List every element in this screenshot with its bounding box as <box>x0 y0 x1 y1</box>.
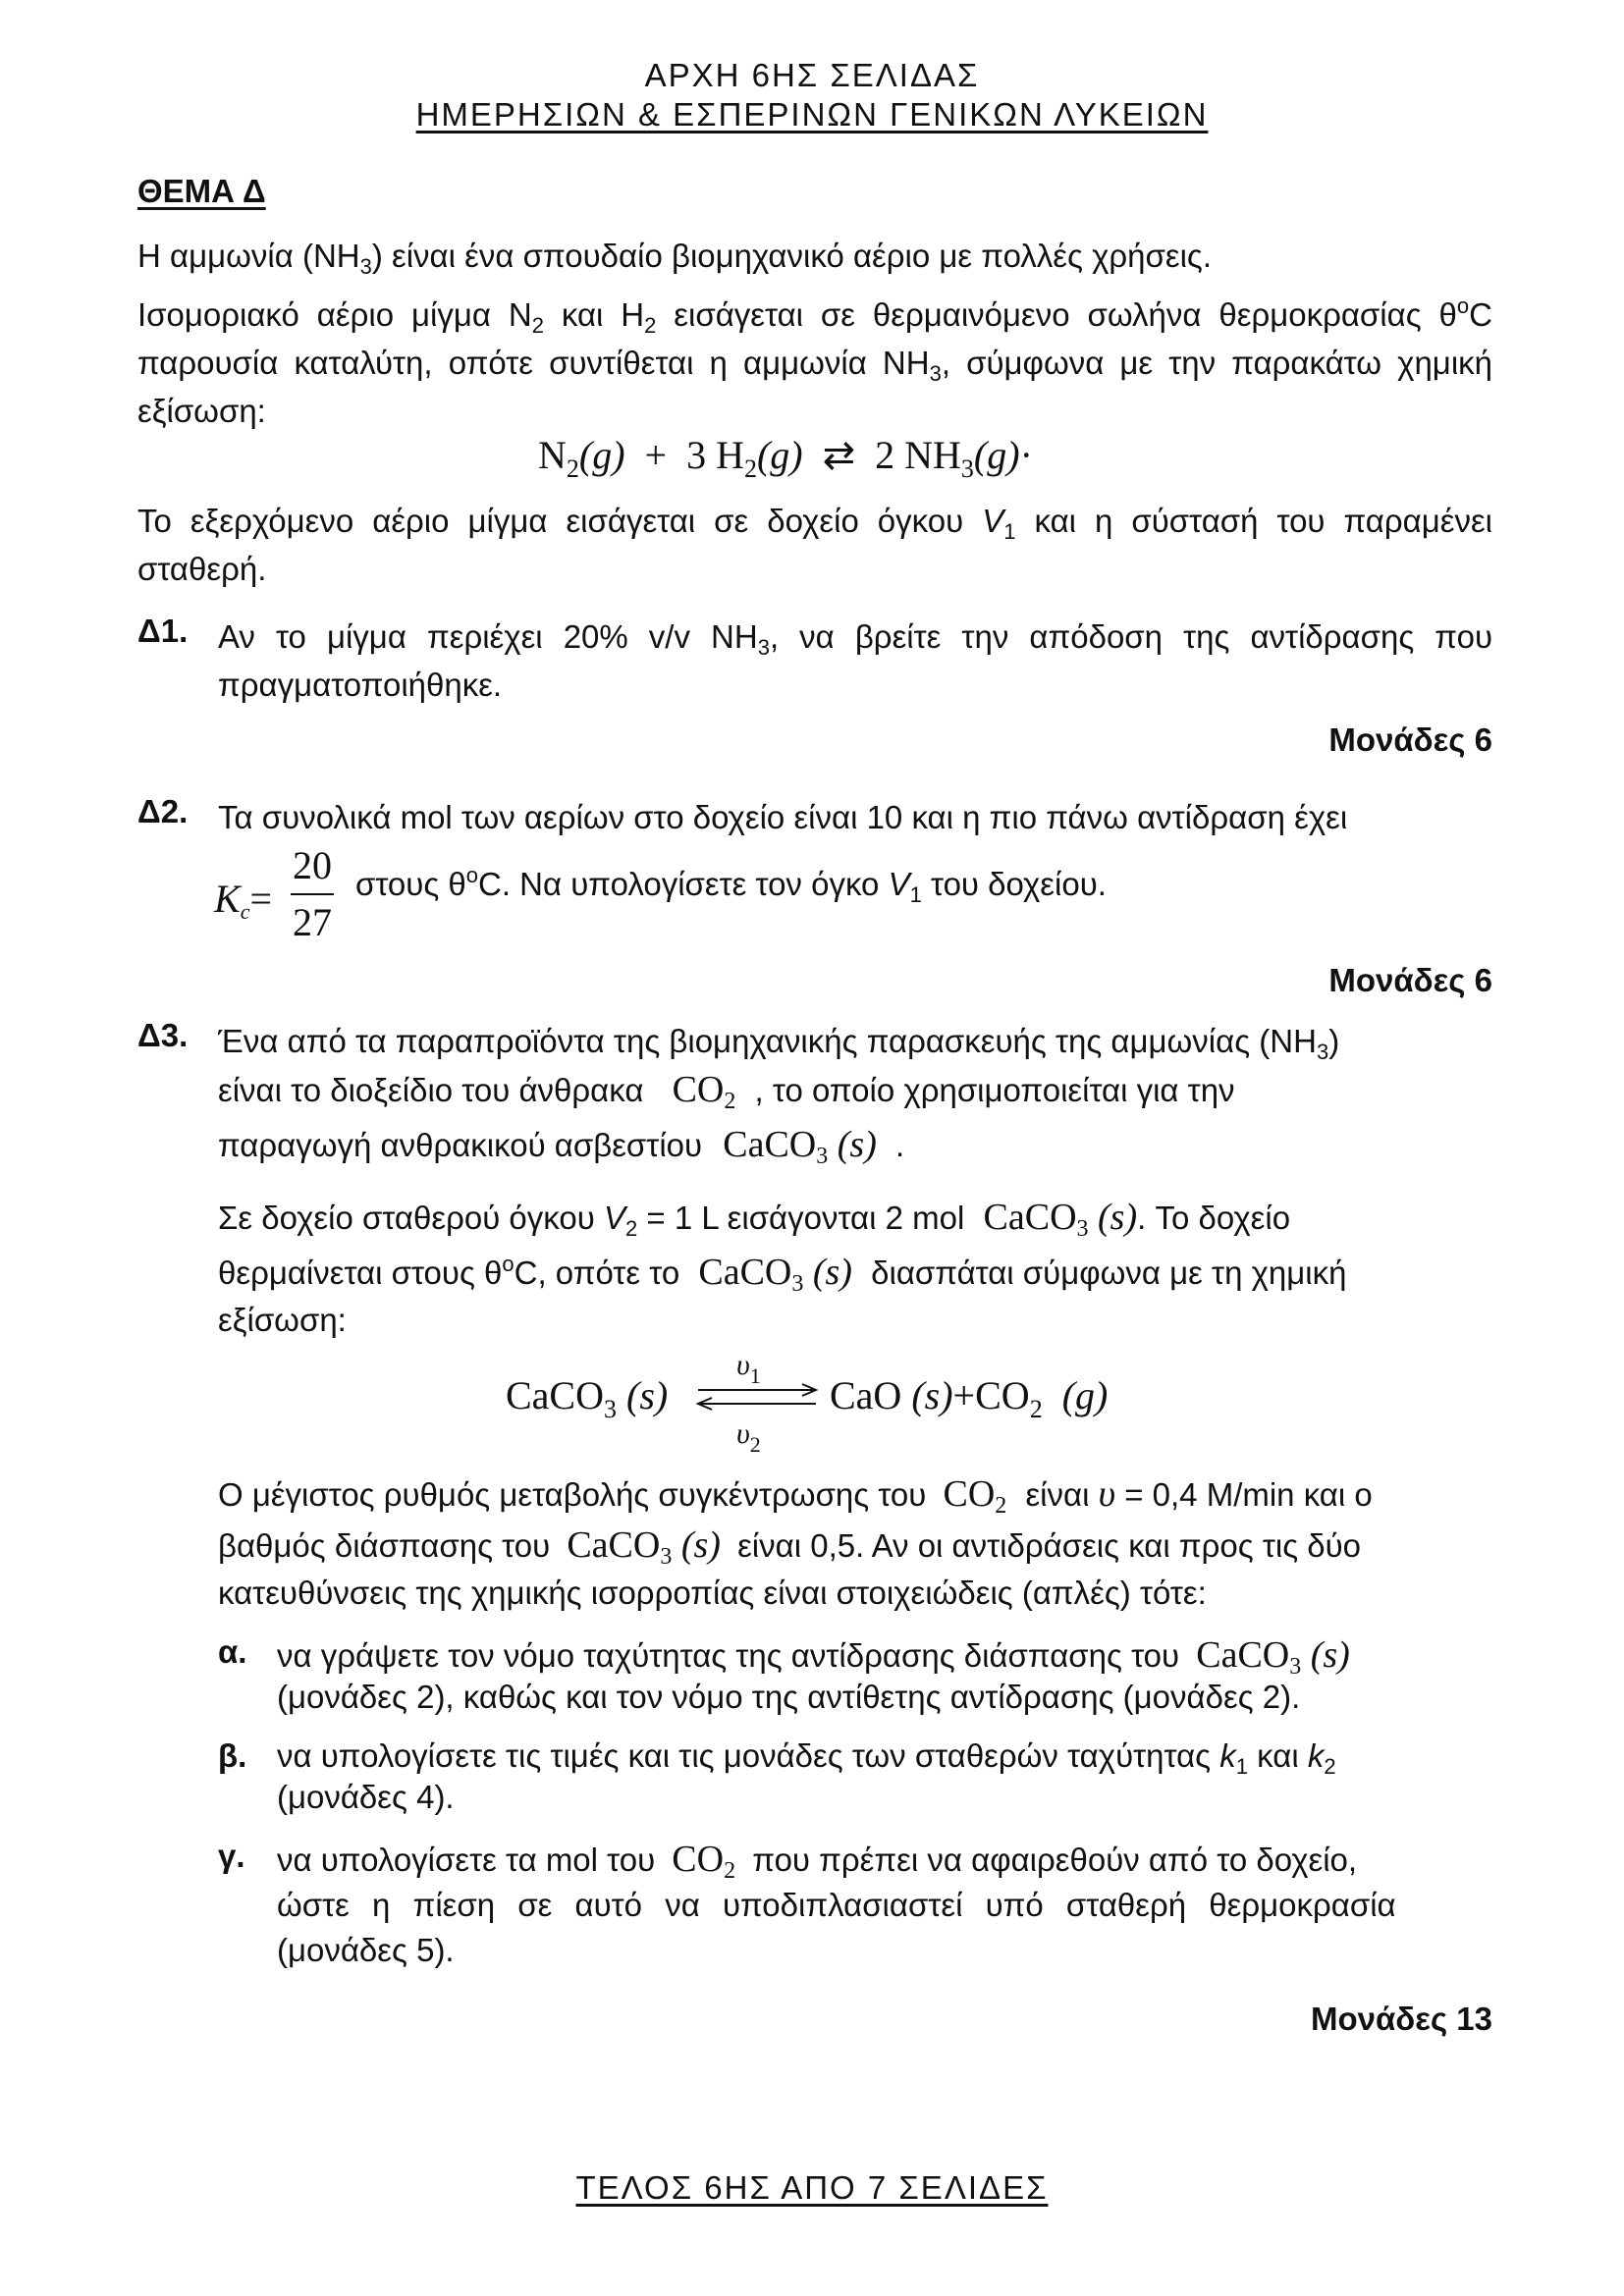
d3-paragraph-1-line2: είναι το διοξείδιο του άνθρακα $CO_2$ , το οποίο χρησιμοποιείται για την <box>218 1069 1235 1114</box>
d3-a-line2: (μονάδες 2), καθώς και τον νόμο της αντίθετης αντίδρασης (μονάδες 2). <box>277 1679 1301 1715</box>
d3-c-line3: (μονάδες 5). <box>277 1932 455 1968</box>
d3-paragraph-3-line1: Ο μέγιστος ρυθμός μεταβολής συγκέντρωσης του $CO_2$ είναι υ = 0,4 M/min και ο <box>218 1473 1373 1519</box>
d3-b-line2: (μονάδες 4). <box>277 1779 455 1815</box>
page-footer: ΤΕΛΟΣ 6ΗΣ ΑΠΟ 7 ΣΕΛΙΔΕΣ <box>575 2169 1049 2206</box>
d3-points: Μονάδες 13 <box>1311 2001 1492 2037</box>
d3-label: Δ3. <box>137 1017 189 1053</box>
reversible-arrow-icon <box>694 1382 820 1412</box>
d2-question-line1: Τα συνολικά mol των αερίων στο δοχείο είναι 10 και η πιο πάνω αντίδραση έχει <box>218 799 1348 835</box>
intro-paragraph-2: Ισομοριακό αέριο μίγμα $N_2$ και $H_2$ εισάγεται σε θερμαινόμενο σωλήνα θερμοκρασίας $\theta^oC$ παρουσία καταλύτη, οπότε συντίθεται η αμμωνία $NH_3$, σύμφωνα με την παρακάτω χημική εξίσωση: <box>137 294 1492 429</box>
page-header-line1: ΑΡΧΗ 6ΗΣ ΣΕΛΙΔΑΣ <box>644 57 980 93</box>
d3-a-line1: να γράψετε τον νόμο ταχύτητας της αντίδρασης διάσπασης του CaCO$_3$ (s) <box>277 1634 1350 1680</box>
d3-a-label: α. <box>218 1633 247 1670</box>
d2-points: Μονάδες 6 <box>1328 962 1492 998</box>
d3-b-line1: να υπολογίσετε τις τιμές και τις μονάδες των σταθερών ταχύτητας $k_1$ και $k_2$ <box>277 1737 1336 1779</box>
d3-c-line2: ώστε η πίεση σε αυτό να υποδιπλασιαστεί υπό σταθερή θερμοκρασία <box>277 1887 1396 1923</box>
intro-paragraph-1: Η αμμωνία $(NH_3)$ είναι ένα σπουδαίο βιομηχανικό αέριο με πολλές χρήσεις. <box>137 238 1213 279</box>
page-header-line2: ΗΜΕΡΗΣΙΩΝ & ΕΣΠΕΡΙΝΩΝ ΓΕΝΙΚΩΝ ΛΥΚΕΙΩΝ <box>415 96 1209 133</box>
d3-paragraph-1-line1: Ένα από τα παραπροϊόντα της βιομηχανικής παρασκευής της αμμωνίας $(NH_3)$ <box>218 1023 1340 1064</box>
d2-label: Δ2. <box>137 793 189 829</box>
d3-c-line1: να υπολογίσετε τα mol του $CO_2$ που πρέπει να αφαιρεθούν από το δοχείο, <box>277 1839 1358 1884</box>
d3-paragraph-3-line2: βαθμός διάσπασης του CaCO$_3$ (s) είναι 0,5. Αν οι αντιδράσεις και προς τις δύο <box>218 1524 1362 1570</box>
d3-paragraph-3-line3: κατευθύνσεις της χημικής ισορροπίας είναι στοιχειώδεις (απλές) τότε: <box>218 1575 1207 1611</box>
ammonia-synthesis-equation: $N_2(g) + 3$ $H_2(g)$ ⇄ 2 $NH_3(g)\cdot$ <box>538 433 1033 483</box>
section-title: ΘΕΜΑ Δ <box>137 173 266 209</box>
caco3-decomposition-equation: CaCO$_3$ (s) $\upsilon_1$ $\upsilon_2$ CaO $(s)+CO_2$ (g) <box>506 1349 1109 1457</box>
d1-label: Δ1. <box>137 613 189 649</box>
d3-b-label: β. <box>218 1737 247 1774</box>
d3-c-label: γ. <box>218 1838 245 1874</box>
kc-fraction: $K_c=$ 20 27 <box>214 843 332 944</box>
d1-question: Αν το μίγμα περιέχει 20% v/v $NH_3$, να βρείτε την απόδοση της αντίδρασης που πραγματοποιήθηκε. <box>218 618 1493 703</box>
d2-question-line2: στους $\theta^oC$. Να υπολογίσετε τον όγκο $V_1$ του δοχείου. <box>355 863 1107 907</box>
d3-paragraph-2-line2: θερμαίνεται στους $\theta^oC$, οπότε το CaCO$_3$ (s) διασπάται σύμφωνα με τη χημική <box>218 1252 1347 1297</box>
d1-points: Μονάδες 6 <box>1328 721 1492 758</box>
intro-paragraph-3: Το εξερχόμενο αέριο μίγμα εισάγεται σε δοχείο όγκου $V_1$ και η σύστασή του παραμένει σταθερή. <box>137 503 1492 587</box>
equilibrium-arrow-icon: ⇄ <box>822 433 856 477</box>
d3-paragraph-1-line3: παραγωγή ανθρακικού ασβεστίου CaCO$_3$ (s) . <box>218 1124 905 1169</box>
d3-paragraph-2-line3: εξίσωση: <box>218 1302 347 1338</box>
d3-paragraph-2-line1: Σε δοχείο σταθερού όγκου $V_2 = 1$ L εισάγονται 2 mol CaCO$_3$ (s). Το δοχείο <box>218 1197 1291 1242</box>
